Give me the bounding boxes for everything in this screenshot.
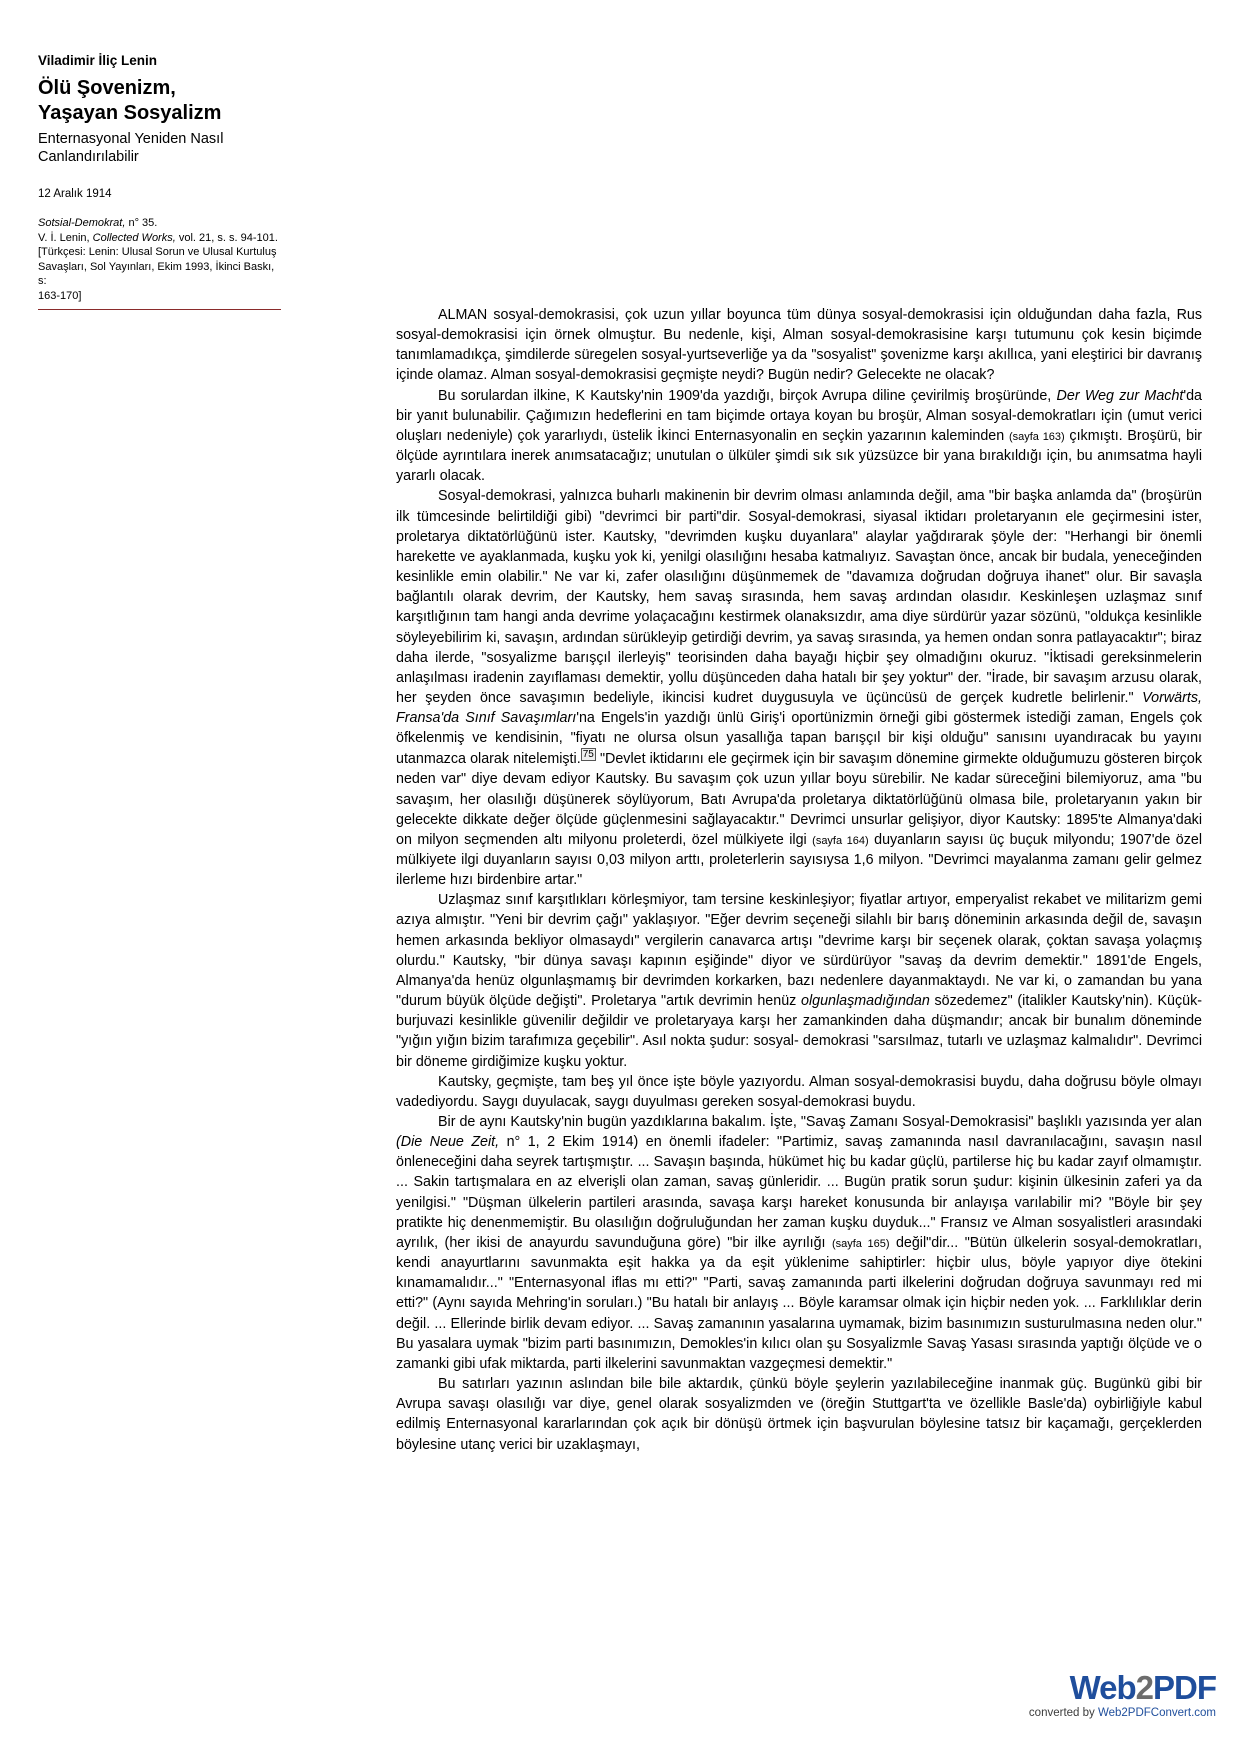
source-translation-line-2: Savaşları, Sol Yayınları, Ekim 1993, İkinci Baskı, s: [38, 260, 275, 288]
p2-part-c: çıkmıştı. Broşürü, bir ölçüde ayrıntılara inerek anımsatacağız; unutulan o ülküler şimdi sık sık yüzsüzce bir yana bırakıldığı için, bu anımsatma hayli yararlı olacak. [396, 427, 1203, 485]
paragraph-5: Kautsky, geçmişte, tam beş yıl önce işte böyle yazıyordu. Alman sosyal-demokrasisi buydu, daha doğrusu böyle olmayı vadediyordu. Saygı duyulacak, saygı duyulması gereken sosyal-demokrasi buydu. [396, 1073, 1202, 1110]
title-line-2: Yaşayan Sosyalizm [38, 101, 222, 124]
page-marker-163: (sayfa 163) [1008, 430, 1065, 443]
p2-italic-title: Der Weg zur Macht [1056, 387, 1184, 404]
page-marker-165: (sayfa 165) [831, 1237, 890, 1250]
converted-prefix: converted by [1028, 1707, 1098, 1719]
article-body [396, 305, 1202, 1455]
web2pdf-converted-note [1029, 1707, 1216, 1719]
p6-part-c: değil"dir... "Bütün ülkelerin sosyal-demokratları, kendi anayurtlarını savunmakta eşit hakka ya da eşit yüklenime sahiptirler: hiçbir ulus, böyle yapıyor diye ötekini kınamamalıdır..." "Enternasyonal iflas mı etti?" "Parti, savaş zamanında parti ilkelerini doğrudan doğruya savunmayı red mi etti?" (Aynı sayıda Mehring'in soruları.) "Bu hatalı bir anlayış ... Böyle karamsar olmak için hiçbir neden yok. ... Farklılıklar derin değil. ... Ellerinde birlik devam ediyor. ... Savaş zamanının yasalarına uymamak, bizim basınımızın susturulmasına neden olur." Bu yasalara uymak "bizim parti basınımızın, Demokles'in kılıcı olan şu Sosyalizmle Savaş Yasası sırasında yaptığı ölçüde ve o zamanki gibi ufak miktarda, parti ilkelerini savunmaktan vazgeçmesi demektir." [396, 1234, 1202, 1372]
source-citation [38, 216, 281, 310]
web2pdf-logo-two: 2 [1135, 1669, 1153, 1706]
title-line-1: Ölü Şovenizm, [38, 76, 176, 99]
source-collected-pages: vol. 21, s. s. 94-101. [175, 231, 278, 244]
web2pdf-logo [1029, 1671, 1216, 1704]
footnote-reference-75[interactable]: 75 [582, 749, 594, 761]
subtitle-line-1: Enternasyonal Yeniden Nasıl [38, 130, 224, 147]
source-issue: n° 35. [125, 217, 158, 229]
p4-italic-word: olgunlaşmadığından [801, 993, 930, 1010]
page-marker-164: (sayfa 164) [812, 834, 869, 847]
paragraph-1: ALMAN sosyal-demokrasisi, çok uzun yıllar boyunca tüm dünya sosyal-demokrasisi için olduğundan daha fazla, Rus sosyal-demokrasisi için örnek olmuştur. Bu nedenle, kişi, Alman sosyal-demokrasisine karşı tutumunu çok kesin biçimde tanımlamadıkça, şimdilerde süregelen sosyal-yurtseverliğe ya da "sosyalist" şovenizme karşı akıllıca, yani eleştirici bir davranış içinde olamaz. Alman sosyal-demokrasisi geçmişte neydi? Bugün nedir? Gelecekte ne olacak? [396, 307, 1202, 384]
subtitle-line-2: Canlandırılabilir [38, 149, 139, 166]
p4-part-b: sözedemez" (italikler Kautsky'nin). Küçük-burjuvazi kesinlikle güvenilir değildir ve proletaryaya karşı her zamankinden daha düşmandır; ancak bir bunalım döneminde "yığın yığın bizim tarafımıza geçebilir". Asıl nokta şudur: sosyal- demokrasi "sarsılmaz, tutarlı ve uzlaşmaz kalmalıdır". Devrimci bir döneme girdiğimize kuşku yoktur. [396, 993, 1202, 1070]
p3-part-c: "Devlet iktidarını ele geçirmek için bir savaşım dönemine girmekte olduğumuzu gösteren birçok neden var" diye devam ediyor Kautsky. Bu savaşım çok uzun yıllar boyu sürebilir. Ne kadar süreceğini bilemiyoruz, ama "bu savaşım, her olasılığı düşünerek söylüyorum, Batı Avrupa'da proletarya diktatörlüğünü olmasa bile, proletaryanın yakın bir gelecekte dikkate değer ölçüde güçlenmesini sağlayacaktır." Devrimci unsurlar gelişiyor, diyor Kautsky: 1895'te Almanya'daki on milyon seçmenden altı milyonu proleterdi, özel mülkiyete ilgi [396, 751, 1202, 848]
source-collected-prefix: V. İ. Lenin, [38, 231, 93, 244]
web2pdf-logo-web: Web [1069, 1669, 1136, 1706]
p3-part-d: duyanların sayısı üç buçuk milyondu; 1907'de özel mülkiyete ilgi duyanların sayısı 0,03 milyon arttı, proleterlerin sayısıysa 1,6 milyon. "Devrimci mayalanma zamanı gelir gelmez ilerleme hızı birdenbire artar." [396, 831, 1203, 889]
publication-date: 12 Aralık 1914 [38, 188, 112, 200]
p3-part-b: 'na Engels'in yazdığı ünlü Giriş'i oportünizmin örneği gibi göstermek istediği zaman, Engels çok öfkelenmiş ve kendisinin, "fiyatı ne olursa olsun yasallığa tapan barışçıl bir kişi olduğu" sanısını uyandıracak bu yayını utanmazca olarak nitelemişti. [396, 710, 1202, 768]
paragraph-3 [396, 486, 1202, 890]
source-journal: Sotsial-Demokrat, [38, 217, 126, 229]
p3-italic-title: Vorwärts, Fransa'da Sınıf Savaşımları [396, 689, 1202, 727]
p3-part-a: Sosyal-demokrasi, yalnızca buharlı makinenin bir devrim olması anlamında değil, ama "bir başka anlamda da" (broşürün ilk tümcesinde belirtildiği gibi) "devrimci bir parti"dir. Sosyal-demokrasi, siyasal iktidarı proletaryanın ele geçirmesini ister, proletarya diktatörlüğünü ister. Kautsky, "devrimden kuşku duyanlara" alaylar yağdırarak şöyle der: "Herhangi bir önemli harekette ve ayaklanmada, kuşku yok ki, yenilgi olasılığını hesaba katmalıyız. Savaştan önce, ancak bir budala, yeneceğinden kesinlikle emin olabilir." Ne var ki, zafer olasılığını düşünmemek de "davamıza doğrudan doğruya ihanet" olur. Bir savaşla bağlantılı olarak devrim, der Kautsky, hem savaş sırasında, hem savaş ardından olasıdır. Keskinleşen uzlaşmaz sınıf karşıtlığının tam hangi anda devrime yolaçacağını kestirmek olanaksızdır, ama diye sürdürür yazar sözünü, "oldukça kesinlikle söyleyebilirim ki, savaşın, ardından sürükleyip getirdiği devrim, ya savaş sırasında, ya hemen ondan sonra patlayacaktır"; biraz daha ilerde, "sosyalizme barışçıl ilerleyiş" teorisinden daha bayağı hiçbir şey olmadığını okuruz. "İktisadi gereksinmelerin anlaşılması iradenin zayıflaması demektir, yollu düşünceden daha hatalı bir şey yoktur" der. "İrade, bir savaşım arzusu olarak, her şeyden önce savaşımın bedeliyle, ikincisi kudret duygusuyla ve üçüncüsü de gerçek kudretle belirlenir." [396, 488, 1202, 706]
paragraph-6 [396, 1112, 1202, 1374]
web2pdf-logo-pdf: PDF [1153, 1669, 1216, 1706]
p4-part-a: Uzlaşmaz sınıf karşıtlıkları körleşmiyor, tam tersine keskinleşiyor; fiyatlar artıyor, emperyalist rekabet ve militarizm gemi azıya almıştır. "Yeni bir devrim çağı" yaklaşıyor. "Eğer devrim seçeneği silahlı bir barış döneminin arkasında değil de, savaşın hemen arkasında bekliyor olmasaydı" vergilerin canavarca artışı "devrime karşı bir seçenek olarak, çoktan savaşa yolaçmış olurdu." Kautsky, "bir dünya savaşı kapının eşiğinde" diyor ve sürdürüyor "savaş da devrim demektir." 1891'de Engels, Almanya'da henüz olgunlaşmamış bir devrimden korkarken, bazı nedenlere dayanmaktaydı. Ne var ki, o zamandan bu yana "durum büyük ölçüde değişti". Proletarya "artık devrimin henüz [396, 892, 1202, 1010]
document-masthead [38, 52, 288, 167]
author-name: Viladimir İliç Lenin [38, 53, 158, 68]
converted-link[interactable]: Web2PDFConvert.com [1097, 1707, 1216, 1719]
p6-part-b: n° 1, 2 Ekim 1914) en önemli ifadeler: "Partimiz, savaş zamanında nasıl davranılacağını, savaşın nasıl önleneceğini daha seyrek tartışmıştır. ... Savaşın başında, hükümet hiç bu kadar güçlü, partilerse hiç bu kadar zayıf olmamıştır. ... Sakin tartışmalara en az elverişli olan zaman, savaş günleridir. ... Bugün pratik sorun şudur: kişinin ülkesinin zaferi ya da yenilgisi." "Düşman ülkelerin partileri arasında, savaşa karşı hareket konusunda bir anlayışa varılabilir mi? "Böyle bir şey pratikte hiç denenmemiştir. Bu olasılığın doğruluğundan her zaman kuşku duyduk..." Fransız ve Alman sosyalistleri arasındaki ayrılık, (her ikisi de anayurdu savunduğuna göre) "bir ilke ayrılığı [396, 1134, 1202, 1251]
source-collected-works: Collected Works, [92, 231, 176, 244]
web2pdf-watermark [1029, 1671, 1216, 1719]
source-translation-line-1: [Türkçesi: Lenin: Ulusal Sorun ve Ulusal Kurtuluş [38, 246, 277, 259]
p2-part-b: 'da bir yanıt bulunabilir. Çağımızın hedeflerini en tam biçimde ortaya koyan bu broşür, Alman sosyal-demokratları için (umut verici oluşları nedeniyle) çok yararlıydı, üstelik İkinci Enternasyonalin en seçkin yazarının kaleminden [396, 387, 1203, 444]
page-subtitle [38, 130, 288, 168]
page-title [38, 76, 288, 126]
p2-part-a: Bu sorulardan ilkine, K Kautsky'nin 1909'da yazdığı, birçok Avrupa diline çevirilmiş broşüründe, [438, 387, 1057, 404]
p6-part-a: Bir de aynı Kautsky'nin bugün yazdıklarına bakalım. İşte, "Savaş Zamanı Sosyal-Demokrasisi" başlıklı yazısında yer alan [438, 1114, 1202, 1131]
p6-italic-journal: (Die Neue Zeit, [396, 1134, 500, 1151]
paragraph-4 [396, 890, 1202, 1071]
paragraph-2 [396, 386, 1202, 487]
source-translation-line-3: 163-170] [38, 289, 82, 302]
paragraph-7: Bu satırları yazının aslından bile bile aktardık, çünkü böyle şeylerin yazılabileceğine inanmak güç. Bugünkü gibi bir Avrupa savaşı olasılığı var diye, genel olarak sosyalizmden ve (öreğin Stuttgart'ta ve özellikle Basle'da) oybirliğiyle kabul edilmiş Enternasyonal kararlarından çok açık bir dönüşü örtmek için başvurulan böylesine tatsız bir kaçamağı, gerçeklerden böylesine utanç verici bir uzaklaşmayı, [396, 1376, 1202, 1453]
